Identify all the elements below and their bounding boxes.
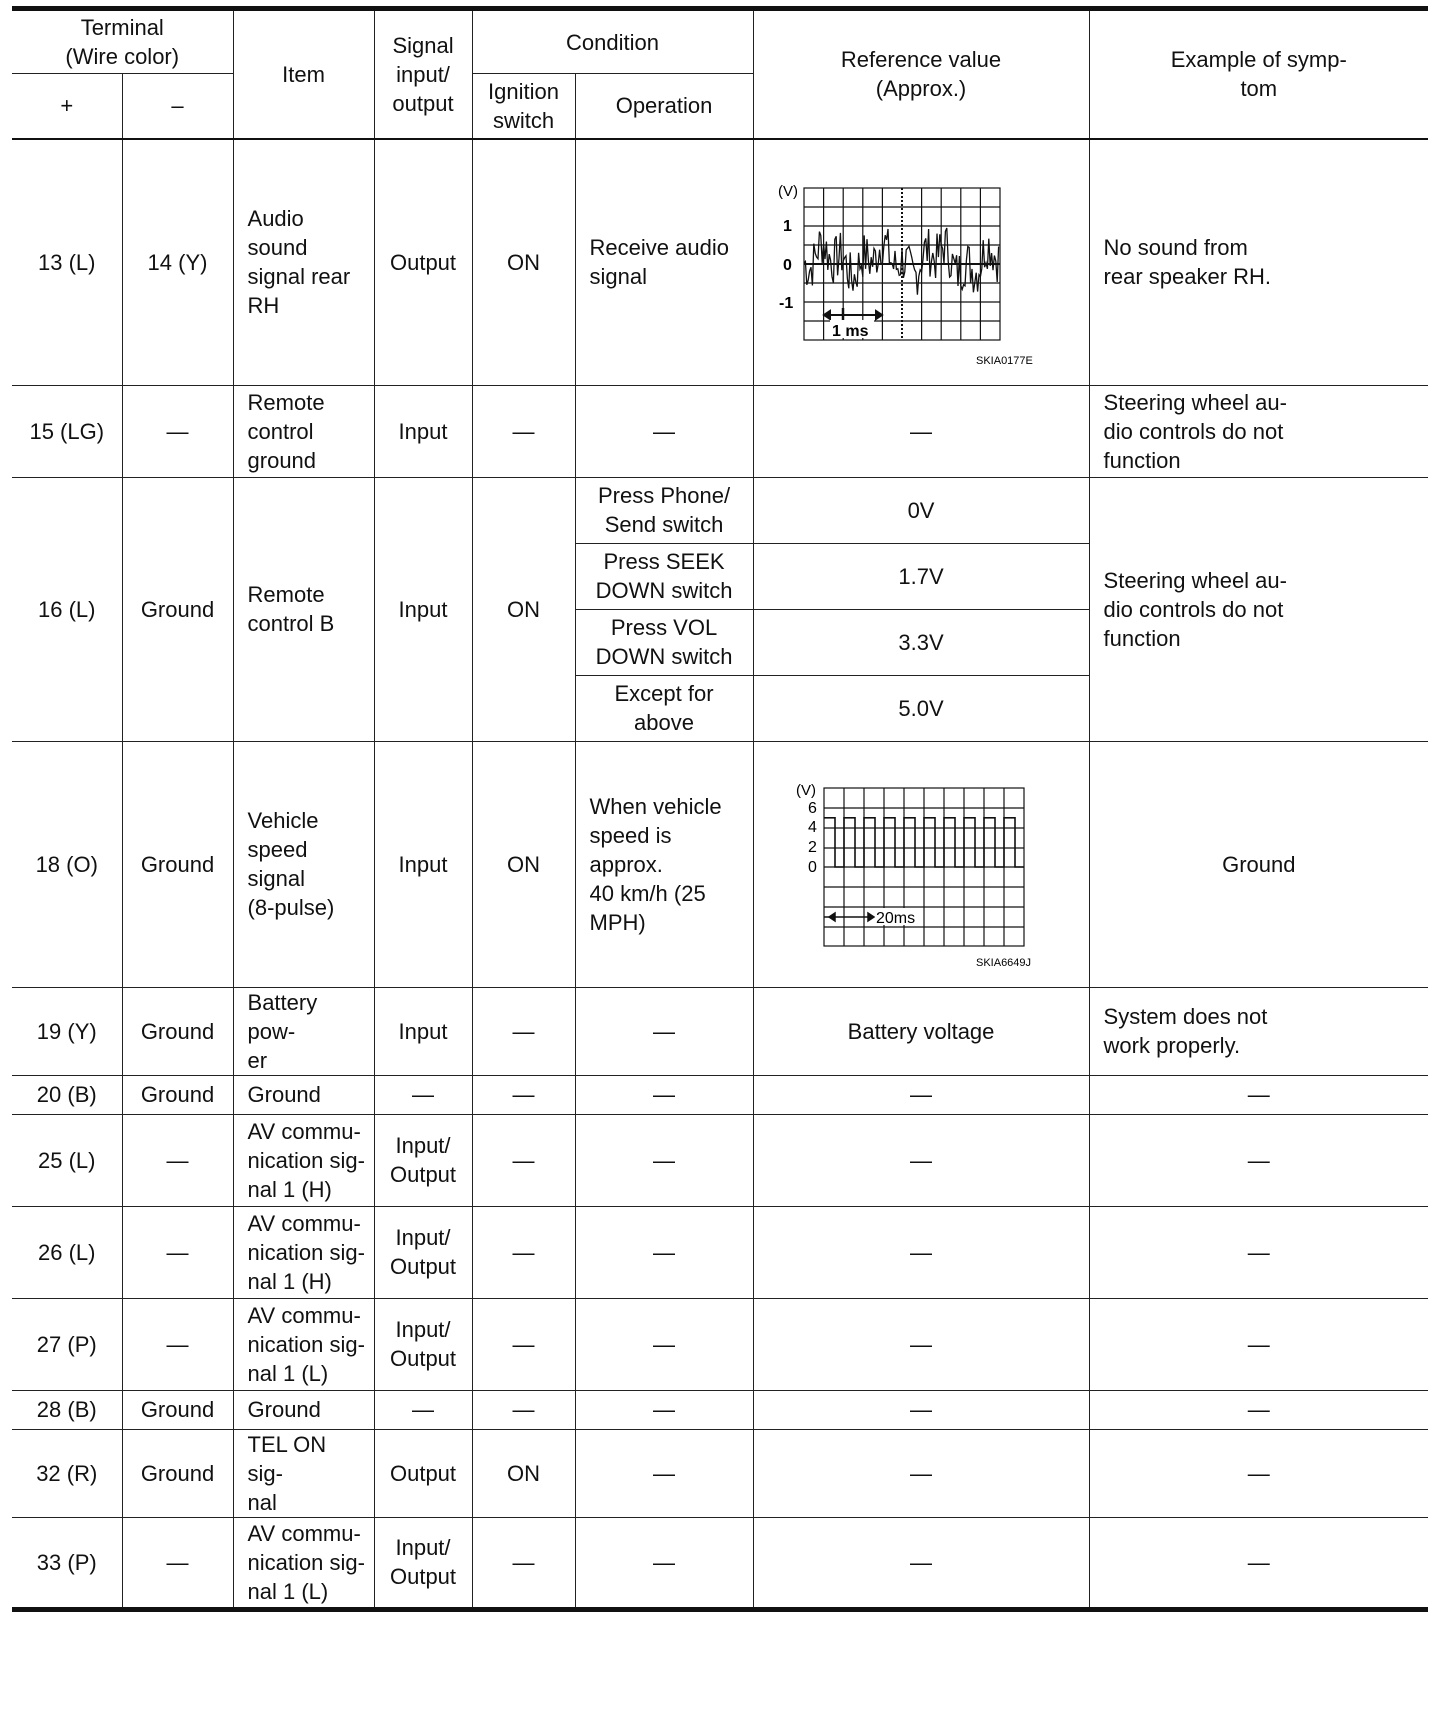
operation-cell: — <box>575 1429 753 1517</box>
reference-cell: Battery voltage <box>753 987 1089 1075</box>
terminal-plus: 20 (B) <box>12 1075 122 1114</box>
item-cell: Remote control ground <box>233 385 374 477</box>
operation-cell: — <box>575 1517 753 1609</box>
reference-cell: 5.0V <box>753 675 1089 741</box>
operation-cell: Press SEEK DOWN switch <box>575 543 753 609</box>
ignition-cell: — <box>472 1075 575 1114</box>
terminal-minus: — <box>122 1206 233 1298</box>
time-scale-arrow <box>824 913 874 921</box>
terminal-minus: Ground <box>122 477 233 741</box>
item-cell: Battery pow- er <box>233 987 374 1075</box>
item-cell: AV commu- nication sig- nal 1 (L) <box>233 1298 374 1390</box>
operation-cell: — <box>575 1206 753 1298</box>
terminal-plus: 27 (P) <box>12 1298 122 1390</box>
signal-cell: Input <box>374 385 472 477</box>
table-row <box>12 1517 1428 1609</box>
terminal-minus: — <box>122 385 233 477</box>
ignition-cell: — <box>472 1206 575 1298</box>
operation-cell: — <box>575 385 753 477</box>
table-row <box>12 741 1428 987</box>
terminal-minus: Ground <box>122 1390 233 1429</box>
scope-tick: 6 <box>807 799 817 817</box>
symptom-cell: — <box>1089 1517 1428 1609</box>
terminal-minus: — <box>122 1517 233 1609</box>
item-cell: Audio sound signal rear RH <box>233 139 374 386</box>
reference-cell: — <box>753 1298 1089 1390</box>
signal-cell: Input/ Output <box>374 1298 472 1390</box>
symptom-cell: — <box>1089 1206 1428 1298</box>
symptom-cell: Steering wheel au- dio controls do not function <box>1089 385 1428 477</box>
operation-cell: Receive audio signal <box>575 139 753 386</box>
terminal-minus: — <box>122 1114 233 1206</box>
table-row <box>12 1390 1428 1429</box>
reference-cell: — <box>753 1206 1089 1298</box>
signal-header: Signal input/ output <box>374 9 472 139</box>
reference-header: Reference value (Approx.) <box>753 9 1089 139</box>
table-row <box>12 1075 1428 1114</box>
operation-cell: Press VOL DOWN switch <box>575 609 753 675</box>
symptom-cell: Ground <box>1089 741 1428 987</box>
terminal-minus: Ground <box>122 1429 233 1517</box>
symptom-cell: — <box>1089 1429 1428 1517</box>
scope-tick: 4 <box>807 818 817 836</box>
terminal-plus: 33 (P) <box>12 1517 122 1609</box>
symptom-cell: — <box>1089 1298 1428 1390</box>
scope-tick: 2 <box>807 838 817 856</box>
time-scale-label: 20ms <box>875 909 915 927</box>
reference-cell: — <box>753 1390 1089 1429</box>
operation-cell: — <box>575 1114 753 1206</box>
scope-unit: (V) <box>777 182 798 200</box>
item-cell: AV commu- nication sig- nal 1 (L) <box>233 1517 374 1609</box>
operation-cell: — <box>575 1075 753 1114</box>
operation-cell: — <box>575 1298 753 1390</box>
signal-cell: Output <box>374 1429 472 1517</box>
terminal-plus: 26 (L) <box>12 1206 122 1298</box>
table-row <box>12 1298 1428 1390</box>
terminal-plus: 15 (LG) <box>12 385 122 477</box>
ignition-cell: — <box>472 1298 575 1390</box>
symptom-cell: No sound from rear speaker RH. <box>1089 139 1428 386</box>
terminal-minus: Ground <box>122 1075 233 1114</box>
symptom-cell: — <box>1089 1114 1428 1206</box>
ignition-cell: ON <box>472 477 575 741</box>
terminal-plus: 28 (B) <box>12 1390 122 1429</box>
terminal-minus: Ground <box>122 987 233 1075</box>
terminal-minus: — <box>122 1298 233 1390</box>
terminal-reference-table <box>12 6 1428 1612</box>
ignition-header: Ignition switch <box>472 74 575 139</box>
speed-pulse-trace <box>824 817 1024 866</box>
table-row <box>12 477 1428 543</box>
symptom-cell: — <box>1089 1390 1428 1429</box>
table-row <box>12 1206 1428 1298</box>
symptom-cell: Steering wheel au- dio controls do not function <box>1089 477 1428 741</box>
table-row <box>12 385 1428 477</box>
signal-cell: Output <box>374 139 472 386</box>
table-row <box>12 1429 1428 1517</box>
scope-tick: 0 <box>782 256 792 274</box>
ignition-cell: — <box>472 1114 575 1206</box>
operation-cell: — <box>575 987 753 1075</box>
terminal-plus: 25 (L) <box>12 1114 122 1206</box>
terminal-plus: 32 (R) <box>12 1429 122 1517</box>
terminal-header: Terminal (Wire color) <box>12 9 233 74</box>
scope-unit: (V) <box>795 781 816 799</box>
terminal-minus: Ground <box>122 741 233 987</box>
ignition-cell: — <box>472 1517 575 1609</box>
signal-cell: Input <box>374 987 472 1075</box>
ignition-cell: — <box>472 1390 575 1429</box>
vehicle-speed-waveform <box>754 742 1090 980</box>
table-row <box>12 139 1428 386</box>
operation-cell: — <box>575 1390 753 1429</box>
reference-cell <box>753 741 1089 987</box>
scope-tick: -1 <box>778 294 793 312</box>
item-cell: Ground <box>233 1075 374 1114</box>
figure-code: SKIA6649J <box>975 956 1031 969</box>
item-cell: Ground <box>233 1390 374 1429</box>
ignition-cell: ON <box>472 139 575 386</box>
figure-code: SKIA0177E <box>975 354 1033 367</box>
item-cell: Remote control B <box>233 477 374 741</box>
signal-cell: Input/ Output <box>374 1517 472 1609</box>
signal-cell: Input/ Output <box>374 1114 472 1206</box>
ignition-cell: — <box>472 385 575 477</box>
operation-cell: Press Phone/ Send switch <box>575 477 753 543</box>
ignition-cell: ON <box>472 1429 575 1517</box>
signal-cell: Input <box>374 741 472 987</box>
signal-cell: Input/ Output <box>374 1206 472 1298</box>
item-cell: Vehicle speed signal (8-pulse) <box>233 741 374 987</box>
terminal-plus: 16 (L) <box>12 477 122 741</box>
signal-cell: — <box>374 1075 472 1114</box>
ignition-cell: — <box>472 987 575 1075</box>
terminal-plus: 19 (Y) <box>12 987 122 1075</box>
signal-cell: Input <box>374 477 472 741</box>
terminal-plus: 13 (L) <box>12 139 122 386</box>
reference-cell: — <box>753 1075 1089 1114</box>
ignition-cell: ON <box>472 741 575 987</box>
audio-signal-waveform <box>754 140 1090 378</box>
reference-cell: — <box>753 1114 1089 1206</box>
reference-cell: 1.7V <box>753 543 1089 609</box>
symptom-header: Example of symp- tom <box>1089 9 1428 139</box>
item-cell: TEL ON sig- nal <box>233 1429 374 1517</box>
reference-cell <box>753 139 1089 386</box>
item-cell: AV commu- nication sig- nal 1 (H) <box>233 1114 374 1206</box>
table-row <box>12 1114 1428 1206</box>
operation-cell: When vehicle speed is approx. 40 km/h (25 MPH) <box>575 741 753 987</box>
scope-tick: 0 <box>807 858 817 876</box>
item-cell: AV commu- nication sig- nal 1 (H) <box>233 1206 374 1298</box>
symptom-cell: — <box>1089 1075 1428 1114</box>
item-header: Item <box>233 9 374 139</box>
symptom-cell: System does not work properly. <box>1089 987 1428 1075</box>
operation-header: Operation <box>575 74 753 139</box>
reference-cell: 3.3V <box>753 609 1089 675</box>
reference-cell: 0V <box>753 477 1089 543</box>
table-row <box>12 987 1428 1075</box>
reference-cell: — <box>753 385 1089 477</box>
plus-header: + <box>12 74 122 139</box>
time-scale-label: 1 ms <box>831 322 868 340</box>
operation-cell: Except for above <box>575 675 753 741</box>
reference-cell: — <box>753 1517 1089 1609</box>
terminal-plus: 18 (O) <box>12 741 122 987</box>
condition-header: Condition <box>472 9 753 74</box>
signal-cell: — <box>374 1390 472 1429</box>
terminal-minus: 14 (Y) <box>122 139 233 386</box>
scope-tick: 1 <box>782 217 792 235</box>
reference-cell: — <box>753 1429 1089 1517</box>
minus-header: – <box>122 74 233 139</box>
